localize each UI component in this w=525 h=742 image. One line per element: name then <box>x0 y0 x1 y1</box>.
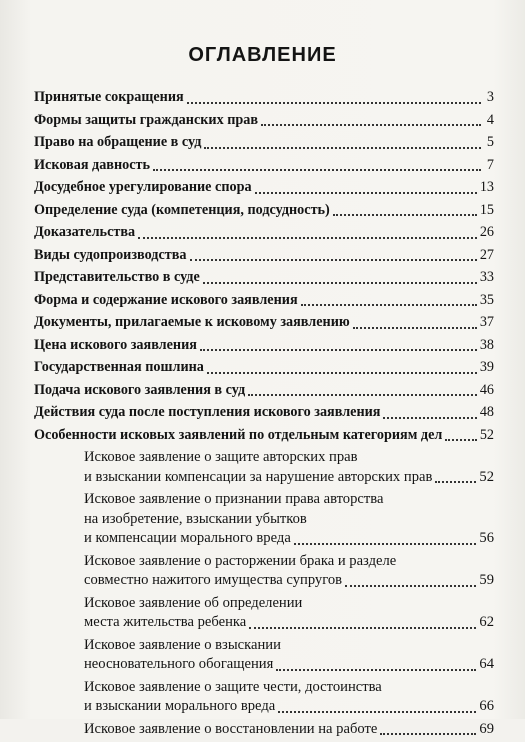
toc-entry-title: и взыскании компенсации за нарушение авторских прав <box>84 468 433 485</box>
page-title: ОГЛАВЛЕНИЕ <box>188 44 337 66</box>
toc-leader-dots <box>445 439 476 441</box>
toc-entry-title: Исковая давность <box>34 156 151 173</box>
toc-entry <box>34 336 494 356</box>
toc-entry-page: 13 <box>479 179 494 195</box>
toc-entry-title: совместно нажитого имущества супругов <box>84 572 343 588</box>
toc-entry-title: Особенности исковых заявлений по отдельным категориям дел <box>34 426 443 443</box>
toc-entry <box>34 133 494 153</box>
toc-entry-title: Подача искового заявления в суд <box>34 381 246 398</box>
toc-entry-title: Принятые сокращения <box>34 89 184 105</box>
toc-entry-title: и компенсации морального вреда <box>84 530 291 546</box>
toc-leader-dots <box>278 711 476 713</box>
toc-entry-page: 64 <box>479 656 494 672</box>
toc-entry <box>34 613 494 633</box>
toc-subentry <box>34 448 494 487</box>
toc-entry-title: Исковое заявление о восстановлении на работе <box>84 720 378 737</box>
toc-entry-title: Право на обращение в суд <box>34 134 202 150</box>
toc-entry-page: 56 <box>479 530 494 546</box>
toc-leader-dots <box>153 169 481 171</box>
toc-leader-dots <box>187 102 481 104</box>
toc-leader-dots <box>383 417 476 419</box>
toc-entry-page: 38 <box>479 336 494 353</box>
toc-subentry-line: Исковое заявление о взыскании <box>84 636 281 653</box>
toc-leader-dots <box>207 372 477 374</box>
toc-entry <box>34 178 494 198</box>
toc-leader-dots <box>353 327 477 329</box>
toc-subentry <box>34 594 494 633</box>
toc-entry <box>34 426 494 446</box>
toc-entry <box>34 111 494 131</box>
toc-entry <box>34 156 494 176</box>
toc-entry <box>34 697 494 717</box>
toc-entry-page: 39 <box>479 359 494 375</box>
toc-subentry <box>34 552 494 591</box>
toc-leader-dots <box>249 627 476 629</box>
toc-leader-dots <box>435 481 476 483</box>
toc-subentry <box>34 678 494 717</box>
toc-entry <box>34 655 494 675</box>
toc-subentry-line: Исковое заявление о расторжении брака и разделе <box>84 552 397 569</box>
toc-entry-title: и взыскании морального вреда <box>84 698 276 714</box>
toc-entry-page: 48 <box>479 404 494 420</box>
toc-leader-dots <box>190 259 477 261</box>
toc-subentry-line: Исковое заявление о защите авторских прав <box>84 449 358 465</box>
toc-subentry-line: Исковое заявление о признании права авторства <box>84 491 384 507</box>
toc-entry-page: 3 <box>486 89 494 105</box>
toc-leader-dots <box>345 585 476 587</box>
toc-entry <box>34 246 494 266</box>
toc-entry <box>34 88 494 108</box>
toc-entry-title: Форма и содержание искового заявления <box>34 291 298 308</box>
toc-entry-page: 66 <box>479 698 494 714</box>
toc-leader-dots <box>380 733 476 735</box>
toc-leader-dots <box>276 669 476 671</box>
toc-entry <box>34 291 494 311</box>
toc-entry-page: 33 <box>479 269 494 285</box>
toc-subentry <box>34 720 494 740</box>
toc-entry-title: Представительство в суде <box>34 269 200 285</box>
toc-entry-title: Определение суда (компетенция, подсудность) <box>34 201 330 218</box>
toc-entry-page: 69 <box>479 720 494 737</box>
toc-entry-page: 35 <box>479 291 494 308</box>
toc-entry-page: 46 <box>479 381 494 398</box>
toc-leader-dots <box>248 394 477 396</box>
table-of-contents <box>34 88 494 742</box>
toc-leader-dots <box>294 543 477 545</box>
toc-subentry-line: Исковое заявление о защите чести, достоинства <box>84 678 382 695</box>
toc-entry-title: Формы защиты гражданских прав <box>34 111 259 128</box>
toc-entry <box>34 381 494 401</box>
toc-entry-title: Цена искового заявления <box>34 336 197 353</box>
toc-entry-title: Досудебное урегулирование спора <box>34 179 252 195</box>
toc-entry <box>34 201 494 221</box>
toc-entry-page: 15 <box>479 201 494 218</box>
toc-entry <box>34 358 494 378</box>
toc-leader-dots <box>138 237 477 239</box>
toc-subentry-line: Исковое заявление об определении <box>84 594 303 611</box>
toc-entry <box>34 223 494 243</box>
toc-leader-dots <box>200 349 477 351</box>
toc-entry-page: 7 <box>486 156 494 173</box>
toc-entry-title: места жительства ребенка <box>84 614 247 630</box>
toc-entry-page: 4 <box>486 111 494 128</box>
toc-leader-dots <box>255 192 477 194</box>
toc-entry <box>34 468 494 488</box>
toc-subentry <box>34 636 494 675</box>
toc-entry-page: 27 <box>479 246 494 263</box>
toc-entry-page: 52 <box>479 468 494 485</box>
toc-entry-title: Действия суда после поступления искового заявления <box>34 404 381 420</box>
toc-entry <box>34 268 494 288</box>
toc-entry <box>34 720 494 740</box>
toc-entry-page: 37 <box>479 314 494 330</box>
toc-subentry-line: на изобретение, взыскании убытков <box>84 510 307 527</box>
toc-entry-page: 5 <box>486 134 494 150</box>
toc-leader-dots <box>204 147 481 149</box>
toc-entry-title: Виды судопроизводства <box>34 246 187 263</box>
toc-entry <box>34 571 494 591</box>
toc-entry-title: Доказательства <box>34 224 136 240</box>
toc-entry-title: Документы, прилагаемые к исковому заявлению <box>34 314 350 330</box>
toc-entry <box>34 403 494 423</box>
toc-entry-page: 62 <box>479 614 494 630</box>
toc-entry <box>34 313 494 333</box>
toc-entry-page: 26 <box>479 224 494 240</box>
toc-subentry <box>34 490 494 549</box>
toc-leader-dots <box>261 124 481 126</box>
toc-entry <box>34 529 494 549</box>
toc-entry-title: неосновательного обогащения <box>84 656 274 672</box>
toc-entry-page: 52 <box>479 426 494 443</box>
toc-entry-page: 59 <box>479 572 494 588</box>
toc-leader-dots <box>203 282 477 284</box>
toc-leader-dots <box>301 304 477 306</box>
toc-entry-title: Государственная пошлина <box>34 359 204 375</box>
toc-leader-dots <box>333 214 477 216</box>
